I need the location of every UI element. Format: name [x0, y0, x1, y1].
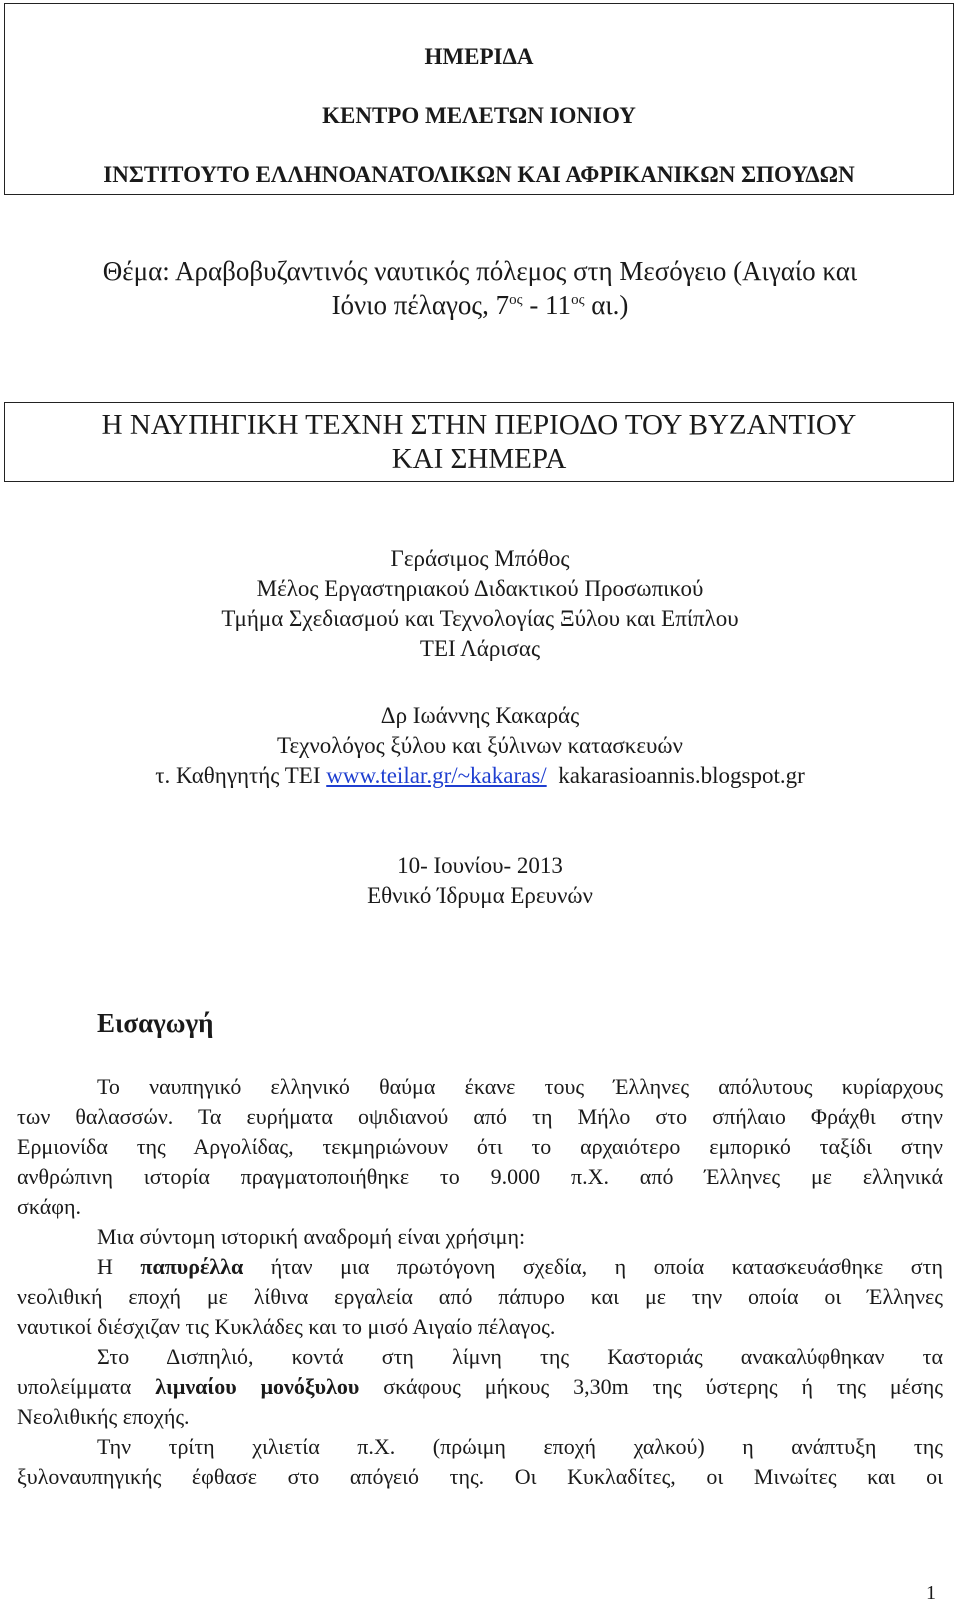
- author2-role: Τεχνολόγος ξύλου και ξύλινων κατασκευών: [277, 733, 683, 758]
- page-number: 1: [926, 1582, 936, 1604]
- event-date: 10- Ιουνίου- 2013: [397, 853, 563, 878]
- section-heading: Εισαγωγή: [97, 1008, 214, 1038]
- superscript-2: ος: [571, 292, 585, 308]
- superscript-1: ος: [509, 292, 523, 308]
- bold-term-limnaiou: λιμναίου: [155, 1374, 237, 1399]
- subject-text-c: αι.): [584, 290, 629, 320]
- subject-text-a: Ιόνιο πέλαγος, 7: [331, 290, 510, 320]
- paragraph-line: νεολιθική εποχή με λίθινα εργαλεία από πάπυρο και με την οποία οι Έλληνες: [17, 1284, 943, 1309]
- blog-address: kakarasioannis.blogspot.gr: [546, 763, 805, 788]
- organizer-institute: ΙΝΣΤΙΤΟΥΤΟ ΕΛΛΗΝΟΑΝΑΤΟΛΙΚΩΝ ΚΑΙ ΑΦΡΙΚΑΝΙΚΩΝ ΣΠΟΥΔΩΝ: [103, 162, 855, 187]
- author1-department: Τμήμα Σχεδιασμού και Τεχνολογίας Ξύλου και Επίπλου: [221, 606, 739, 631]
- event-venue: Εθνικό Ίδρυμα Ερευνών: [367, 883, 593, 908]
- author2-title: τ. Καθηγητής ΤΕΙ: [155, 763, 327, 788]
- paragraph-line: Την τρίτη χιλιετία π.Χ. (πρώιμη εποχή χαλκού) η ανάπτυξη της: [97, 1434, 943, 1459]
- subject-text-b: - 11: [522, 290, 572, 320]
- bold-term-papyrella: παπυρέλλα: [140, 1254, 244, 1279]
- author2-name: Δρ Ιωάννης Κακαράς: [380, 703, 580, 728]
- paragraph-line: [17, 1372, 943, 1402]
- bold-term-monoxylou: μονόξυλου: [260, 1374, 360, 1399]
- header-box: [4, 3, 954, 195]
- paper-title-line-2: ΚΑΙ ΣΗΜΕΡΑ: [391, 443, 567, 475]
- subject-line-1: Θέμα: Αραβοβυζαντινός ναυτικός πόλεμος στη Μεσόγειο (Αιγαίο και: [102, 256, 858, 286]
- author1-name: Γεράσιμος Μπόθος: [390, 546, 570, 571]
- title-box: [4, 402, 954, 482]
- paragraph-line: Στο Δισπηλιό, κοντά στη λίμνη της Καστοριάς ανακαλύφθηκαν τα: [97, 1344, 943, 1369]
- subject-line-2: [0, 290, 960, 321]
- paragraph-line: ναυτικοί διέσχιζαν τις Κυκλάδες και το μισό Αιγαίο πέλαγος.: [17, 1314, 556, 1339]
- author2-title-line: [0, 763, 960, 789]
- paragraph-line: [17, 1252, 943, 1282]
- paragraph-line: Ερμιονίδα της Αργολίδας, τεκμηριώνουν ότι το αρχαιότερο εμπορικό ταξίδι στην: [17, 1134, 943, 1159]
- paragraph-line: ξυλοναυπηγικής έφθασε στο απόγειό της. Οι Κυκλαδίτες, οι Μινωίτες και οι: [17, 1464, 943, 1489]
- text: υπολείμματα: [17, 1374, 156, 1399]
- event-type-title: ΗΜΕΡΙΔΑ: [424, 44, 534, 69]
- paragraph-intro: [17, 1072, 943, 1492]
- paragraph-line: Μια σύντομη ιστορική αναδρομή είναι χρήσιμη:: [97, 1224, 526, 1249]
- paper-title-line-1: Η ΝΑΥΠΗΓΙΚΗ ΤΕΧΝΗ ΣΤΗΝ ΠΕΡΙΟΔΟ ΤΟΥ ΒΥΖΑΝΤΙΟΥ: [101, 409, 857, 441]
- paragraph-line: των θαλασσών. Τα ευρήματα οψιδιανού από τη Μήλο στο σπήλαιο Φράχθι στην: [17, 1104, 943, 1129]
- organizer-center: ΚΕΝΤΡΟ ΜΕΛΕΤΩΝ ΙΟΝΙΟΥ: [322, 103, 636, 128]
- paragraph-line: Νεολιθικής εποχής.: [17, 1404, 190, 1429]
- author1-role: Μέλος Εργαστηριακού Διδακτικού Προσωπικού: [256, 576, 704, 601]
- text: ήταν μια πρωτόγονη σχεδία, η οποία κατασκευάσθηκε στη: [243, 1254, 944, 1279]
- text: σκάφους μήκους 3,30m της ύστερης ή της μέσης: [359, 1374, 943, 1399]
- paragraph-line: Το ναυπηγικό ελληνικό θαύμα έκανε τους Έλληνες απόλυτους κυρίαρχους: [97, 1074, 943, 1099]
- author1-institution: ΤΕΙ Λάρισας: [419, 636, 541, 661]
- text: [237, 1374, 261, 1399]
- paragraph-line: ανθρώπινη ιστορία πραγματοποιήθηκε το 9.000 π.Χ. από Έλληνες με ελληνικά: [17, 1164, 943, 1189]
- paragraph-line: σκάφη.: [17, 1194, 81, 1219]
- text: Η: [97, 1254, 141, 1279]
- homepage-link[interactable]: www.teilar.gr/~kakaras/: [326, 763, 547, 788]
